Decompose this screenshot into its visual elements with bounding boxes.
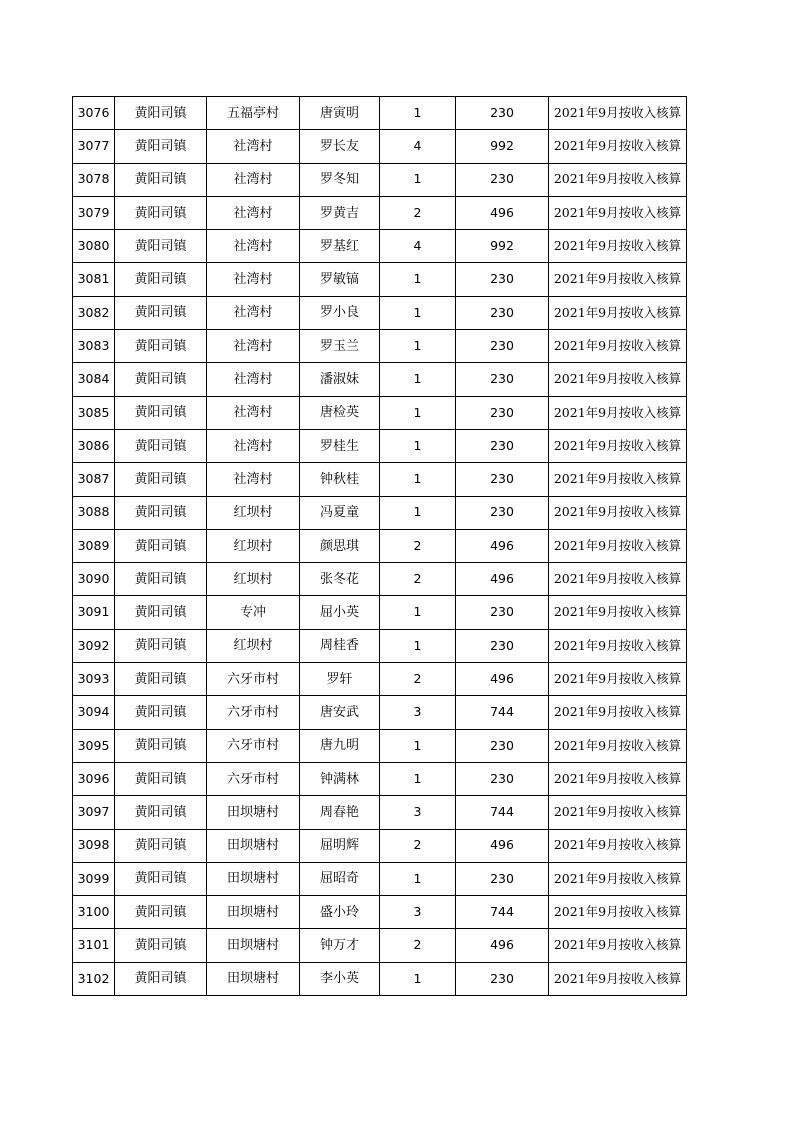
household-size-cell: 2: [380, 663, 456, 696]
town-cell: 黄阳司镇: [115, 729, 207, 762]
table-row: [73, 862, 687, 895]
note-cell: 2021年9月按收入核算: [549, 762, 687, 795]
household-size-cell: 4: [380, 130, 456, 163]
amount-cell: 496: [456, 529, 549, 562]
name-cell: 罗轩: [300, 663, 380, 696]
table-row: [73, 596, 687, 629]
record-id-cell: 3081: [73, 263, 115, 296]
note-cell: 2021年9月按收入核算: [549, 696, 687, 729]
village-cell: 田坝塘村: [207, 862, 300, 895]
table-row: [73, 962, 687, 995]
village-cell: 社湾村: [207, 463, 300, 496]
town-cell: 黄阳司镇: [115, 230, 207, 263]
record-id-cell: 3080: [73, 230, 115, 263]
record-id-cell: 3092: [73, 629, 115, 662]
village-cell: 红坝村: [207, 529, 300, 562]
village-cell: 专冲: [207, 596, 300, 629]
household-size-cell: 1: [380, 263, 456, 296]
record-id-cell: 3085: [73, 396, 115, 429]
note-cell: 2021年9月按收入核算: [549, 230, 687, 263]
name-cell: 罗基红: [300, 230, 380, 263]
table-row: [73, 196, 687, 229]
note-cell: 2021年9月按收入核算: [549, 296, 687, 329]
household-size-cell: 3: [380, 796, 456, 829]
note-cell: 2021年9月按收入核算: [549, 196, 687, 229]
village-cell: 社湾村: [207, 196, 300, 229]
note-cell: 2021年9月按收入核算: [549, 629, 687, 662]
household-size-cell: 2: [380, 196, 456, 229]
town-cell: 黄阳司镇: [115, 829, 207, 862]
table-row: [73, 829, 687, 862]
table-row: [73, 330, 687, 363]
household-size-cell: 1: [380, 596, 456, 629]
household-size-cell: 3: [380, 896, 456, 929]
village-cell: 五福亭村: [207, 97, 300, 130]
amount-cell: 230: [456, 330, 549, 363]
record-id-cell: 3089: [73, 529, 115, 562]
name-cell: 潘淑妹: [300, 363, 380, 396]
name-cell: 盛小玲: [300, 896, 380, 929]
table-row: [73, 796, 687, 829]
record-id-cell: 3079: [73, 196, 115, 229]
amount-cell: 230: [456, 596, 549, 629]
village-cell: 田坝塘村: [207, 896, 300, 929]
note-cell: 2021年9月按收入核算: [549, 529, 687, 562]
village-cell: 红坝村: [207, 629, 300, 662]
table-row: [73, 263, 687, 296]
amount-cell: 496: [456, 663, 549, 696]
town-cell: 黄阳司镇: [115, 896, 207, 929]
village-cell: 红坝村: [207, 563, 300, 596]
town-cell: 黄阳司镇: [115, 696, 207, 729]
household-size-cell: 1: [380, 729, 456, 762]
name-cell: 唐安武: [300, 696, 380, 729]
note-cell: 2021年9月按收入核算: [549, 929, 687, 962]
town-cell: 黄阳司镇: [115, 97, 207, 130]
village-cell: 社湾村: [207, 330, 300, 363]
amount-cell: 230: [456, 962, 549, 995]
village-cell: 六牙市村: [207, 762, 300, 795]
household-size-cell: 1: [380, 463, 456, 496]
record-id-cell: 3078: [73, 163, 115, 196]
village-cell: 社湾村: [207, 230, 300, 263]
town-cell: 黄阳司镇: [115, 463, 207, 496]
amount-cell: 496: [456, 929, 549, 962]
village-cell: 田坝塘村: [207, 962, 300, 995]
record-id-cell: 3076: [73, 97, 115, 130]
note-cell: 2021年9月按收入核算: [549, 263, 687, 296]
household-size-cell: 1: [380, 163, 456, 196]
household-size-cell: 1: [380, 429, 456, 462]
name-cell: 钟秋桂: [300, 463, 380, 496]
record-id-cell: 3099: [73, 862, 115, 895]
name-cell: 冯夏童: [300, 496, 380, 529]
amount-cell: 230: [456, 429, 549, 462]
note-cell: 2021年9月按收入核算: [549, 163, 687, 196]
name-cell: 颜思琪: [300, 529, 380, 562]
name-cell: 罗冬知: [300, 163, 380, 196]
table-row: [73, 563, 687, 596]
table-row: [73, 696, 687, 729]
town-cell: 黄阳司镇: [115, 363, 207, 396]
table-row: [73, 363, 687, 396]
note-cell: 2021年9月按收入核算: [549, 862, 687, 895]
record-id-cell: 3100: [73, 896, 115, 929]
town-cell: 黄阳司镇: [115, 762, 207, 795]
table-row: [73, 529, 687, 562]
town-cell: 黄阳司镇: [115, 163, 207, 196]
name-cell: 李小英: [300, 962, 380, 995]
amount-cell: 230: [456, 163, 549, 196]
note-cell: 2021年9月按收入核算: [549, 429, 687, 462]
table-row: [73, 429, 687, 462]
table-row: [73, 929, 687, 962]
amount-cell: 744: [456, 796, 549, 829]
household-size-cell: 4: [380, 230, 456, 263]
town-cell: 黄阳司镇: [115, 663, 207, 696]
note-cell: 2021年9月按收入核算: [549, 363, 687, 396]
name-cell: 罗桂生: [300, 429, 380, 462]
record-id-cell: 3096: [73, 762, 115, 795]
name-cell: 钟满林: [300, 762, 380, 795]
town-cell: 黄阳司镇: [115, 529, 207, 562]
record-id-cell: 3084: [73, 363, 115, 396]
amount-cell: 744: [456, 896, 549, 929]
note-cell: 2021年9月按收入核算: [549, 829, 687, 862]
record-id-cell: 3097: [73, 796, 115, 829]
amount-cell: 230: [456, 396, 549, 429]
name-cell: 罗小良: [300, 296, 380, 329]
note-cell: 2021年9月按收入核算: [549, 496, 687, 529]
amount-cell: 230: [456, 496, 549, 529]
town-cell: 黄阳司镇: [115, 862, 207, 895]
household-size-cell: 2: [380, 529, 456, 562]
town-cell: 黄阳司镇: [115, 563, 207, 596]
table-row: [73, 463, 687, 496]
name-cell: 屈昭奇: [300, 862, 380, 895]
record-id-cell: 3094: [73, 696, 115, 729]
table-row: [73, 130, 687, 163]
record-id-cell: 3101: [73, 929, 115, 962]
name-cell: 罗玉兰: [300, 330, 380, 363]
note-cell: 2021年9月按收入核算: [549, 962, 687, 995]
village-cell: 田坝塘村: [207, 796, 300, 829]
note-cell: 2021年9月按收入核算: [549, 97, 687, 130]
name-cell: 周桂香: [300, 629, 380, 662]
town-cell: 黄阳司镇: [115, 596, 207, 629]
record-id-cell: 3088: [73, 496, 115, 529]
village-cell: 社湾村: [207, 363, 300, 396]
amount-cell: 230: [456, 97, 549, 130]
village-cell: 田坝塘村: [207, 929, 300, 962]
amount-cell: 992: [456, 130, 549, 163]
record-id-cell: 3098: [73, 829, 115, 862]
table-row: [73, 729, 687, 762]
record-id-cell: 3077: [73, 130, 115, 163]
name-cell: 屈小英: [300, 596, 380, 629]
village-cell: 社湾村: [207, 163, 300, 196]
household-size-cell: 1: [380, 296, 456, 329]
village-cell: 六牙市村: [207, 729, 300, 762]
note-cell: 2021年9月按收入核算: [549, 396, 687, 429]
note-cell: 2021年9月按收入核算: [549, 330, 687, 363]
amount-cell: 230: [456, 463, 549, 496]
town-cell: 黄阳司镇: [115, 196, 207, 229]
amount-cell: 230: [456, 363, 549, 396]
amount-cell: 992: [456, 230, 549, 263]
record-id-cell: 3090: [73, 563, 115, 596]
name-cell: 唐寅明: [300, 97, 380, 130]
note-cell: 2021年9月按收入核算: [549, 896, 687, 929]
village-cell: 六牙市村: [207, 696, 300, 729]
village-cell: 六牙市村: [207, 663, 300, 696]
record-id-cell: 3102: [73, 962, 115, 995]
household-size-cell: 1: [380, 629, 456, 662]
household-size-cell: 1: [380, 862, 456, 895]
records-table: [72, 96, 687, 996]
record-id-cell: 3095: [73, 729, 115, 762]
village-cell: 社湾村: [207, 296, 300, 329]
household-size-cell: 1: [380, 97, 456, 130]
household-size-cell: 1: [380, 762, 456, 795]
record-id-cell: 3086: [73, 429, 115, 462]
note-cell: 2021年9月按收入核算: [549, 796, 687, 829]
table-row: [73, 896, 687, 929]
table-row: [73, 762, 687, 795]
name-cell: 张冬花: [300, 563, 380, 596]
amount-cell: 496: [456, 196, 549, 229]
village-cell: 社湾村: [207, 396, 300, 429]
note-cell: 2021年9月按收入核算: [549, 663, 687, 696]
amount-cell: 496: [456, 563, 549, 596]
note-cell: 2021年9月按收入核算: [549, 130, 687, 163]
note-cell: 2021年9月按收入核算: [549, 729, 687, 762]
name-cell: 屈明辉: [300, 829, 380, 862]
amount-cell: 230: [456, 729, 549, 762]
name-cell: 唐九明: [300, 729, 380, 762]
household-size-cell: 1: [380, 396, 456, 429]
name-cell: 周春艳: [300, 796, 380, 829]
household-size-cell: 2: [380, 929, 456, 962]
name-cell: 罗敏镐: [300, 263, 380, 296]
name-cell: 罗长友: [300, 130, 380, 163]
table-row: [73, 163, 687, 196]
record-id-cell: 3091: [73, 596, 115, 629]
village-cell: 田坝塘村: [207, 829, 300, 862]
town-cell: 黄阳司镇: [115, 330, 207, 363]
amount-cell: 230: [456, 263, 549, 296]
household-size-cell: 2: [380, 829, 456, 862]
amount-cell: 230: [456, 862, 549, 895]
name-cell: 钟万才: [300, 929, 380, 962]
town-cell: 黄阳司镇: [115, 263, 207, 296]
amount-cell: 744: [456, 696, 549, 729]
town-cell: 黄阳司镇: [115, 796, 207, 829]
town-cell: 黄阳司镇: [115, 429, 207, 462]
village-cell: 社湾村: [207, 429, 300, 462]
name-cell: 唐检英: [300, 396, 380, 429]
town-cell: 黄阳司镇: [115, 296, 207, 329]
household-size-cell: 1: [380, 962, 456, 995]
record-id-cell: 3093: [73, 663, 115, 696]
town-cell: 黄阳司镇: [115, 496, 207, 529]
village-cell: 社湾村: [207, 130, 300, 163]
village-cell: 红坝村: [207, 496, 300, 529]
amount-cell: 230: [456, 629, 549, 662]
household-size-cell: 1: [380, 496, 456, 529]
table-row: [73, 629, 687, 662]
note-cell: 2021年9月按收入核算: [549, 463, 687, 496]
record-id-cell: 3082: [73, 296, 115, 329]
record-id-cell: 3083: [73, 330, 115, 363]
amount-cell: 496: [456, 829, 549, 862]
table-row: [73, 296, 687, 329]
town-cell: 黄阳司镇: [115, 130, 207, 163]
town-cell: 黄阳司镇: [115, 629, 207, 662]
town-cell: 黄阳司镇: [115, 929, 207, 962]
amount-cell: 230: [456, 296, 549, 329]
table-row: [73, 230, 687, 263]
household-size-cell: 1: [380, 330, 456, 363]
village-cell: 社湾村: [207, 263, 300, 296]
household-size-cell: 1: [380, 363, 456, 396]
town-cell: 黄阳司镇: [115, 396, 207, 429]
table-row: [73, 396, 687, 429]
table-row: [73, 663, 687, 696]
record-id-cell: 3087: [73, 463, 115, 496]
household-size-cell: 2: [380, 563, 456, 596]
amount-cell: 230: [456, 762, 549, 795]
note-cell: 2021年9月按收入核算: [549, 596, 687, 629]
town-cell: 黄阳司镇: [115, 962, 207, 995]
table-row: [73, 97, 687, 130]
table-row: [73, 496, 687, 529]
note-cell: 2021年9月按收入核算: [549, 563, 687, 596]
name-cell: 罗黄吉: [300, 196, 380, 229]
household-size-cell: 3: [380, 696, 456, 729]
